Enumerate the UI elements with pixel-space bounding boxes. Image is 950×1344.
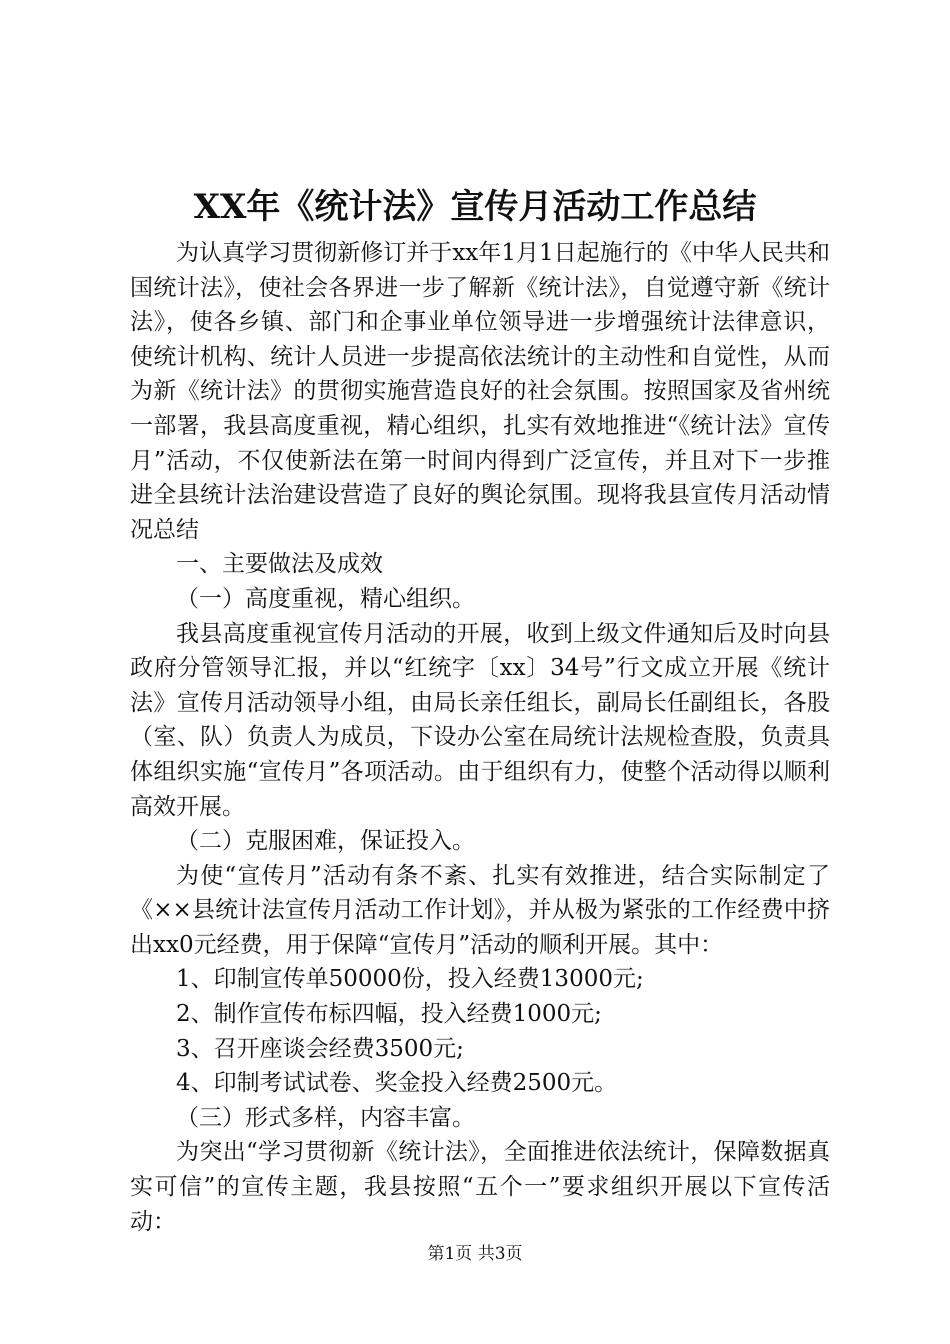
list-item-1: 1、印制宣传单50000份，投入经费13000元; [176, 966, 644, 993]
document-title: XX年《统计法》宣传月活动工作总结 [193, 187, 757, 227]
document-body [130, 236, 830, 1239]
section-heading-1: 一、主要做法及成效 [176, 551, 383, 578]
list-item-2: 2、制作宣传布标四幅，投入经费1000元; [176, 1001, 602, 1028]
subsection-heading-2: （二）克服困难，保证投入。 [176, 828, 475, 855]
page-footer: 第1页 共3页 [427, 1244, 523, 1264]
paragraph-intro: 为认真学习贯彻新修订并于xx年1月1日起施行的《中华人民共和国统计法》，使社会各界进一步了解新《统计法》，自觉遵守新《统计法》，使各乡镇、部门和企事业单位领导进一步增强统计法律意识，使统计机构、统计人员进一步提高依法统计的主动性和自觉性，从而为新《统计法》的贯彻实施营造良好的社会氛围。按照国家及省州统一部署，我县高度重视，精心组织，扎实有效地推进“《统计法》宣传月”活动，不仅使新法在第一时间内得到广泛宣传，并且对下一步推进全县统计法治建设营造了良好的舆论氛围。现将我县宣传月活动情况总结 [130, 240, 830, 543]
paragraph-investment: 为使“宣传月”活动有条不紊、扎实有效推进，结合实际制定了《××县统计法宣传月活动工作计划》，并从极为紧张的工作经费中挤出xx0元经费，用于保障“宣传月”活动的顺利开展。其中： [130, 862, 830, 958]
paragraph-organization: 我县高度重视宣传月活动的开展，收到上级文件通知后及时向县政府分管领导汇报，并以“红统字〔xx〕34号”行文成立开展《统计法》宣传月活动领导小组，由局长亲任组长，副局长任副组长，各股（室、队）负责人为成员，下设办公室在局统计法规检查股，负责具体组织实施“宣传月”各项活动。由于组织有力，使整个活动得以顺利高效开展。 [130, 620, 830, 820]
paragraph-activities: 为突出“学习贯彻新《统计法》，全面推进依法统计，保障数据真实可信”的宣传主题，我县按照“五个一”要求组织开展以下宣传活动： [130, 1139, 830, 1235]
list-item-3: 3、召开座谈会经费3500元; [176, 1035, 464, 1062]
subsection-heading-3: （三）形式多样，内容丰富。 [176, 1104, 475, 1131]
list-item-4: 4、印制考试试卷、奖金投入经费2500元。 [176, 1070, 618, 1097]
subsection-heading-1: （一）高度重视，精心组织。 [176, 585, 475, 612]
